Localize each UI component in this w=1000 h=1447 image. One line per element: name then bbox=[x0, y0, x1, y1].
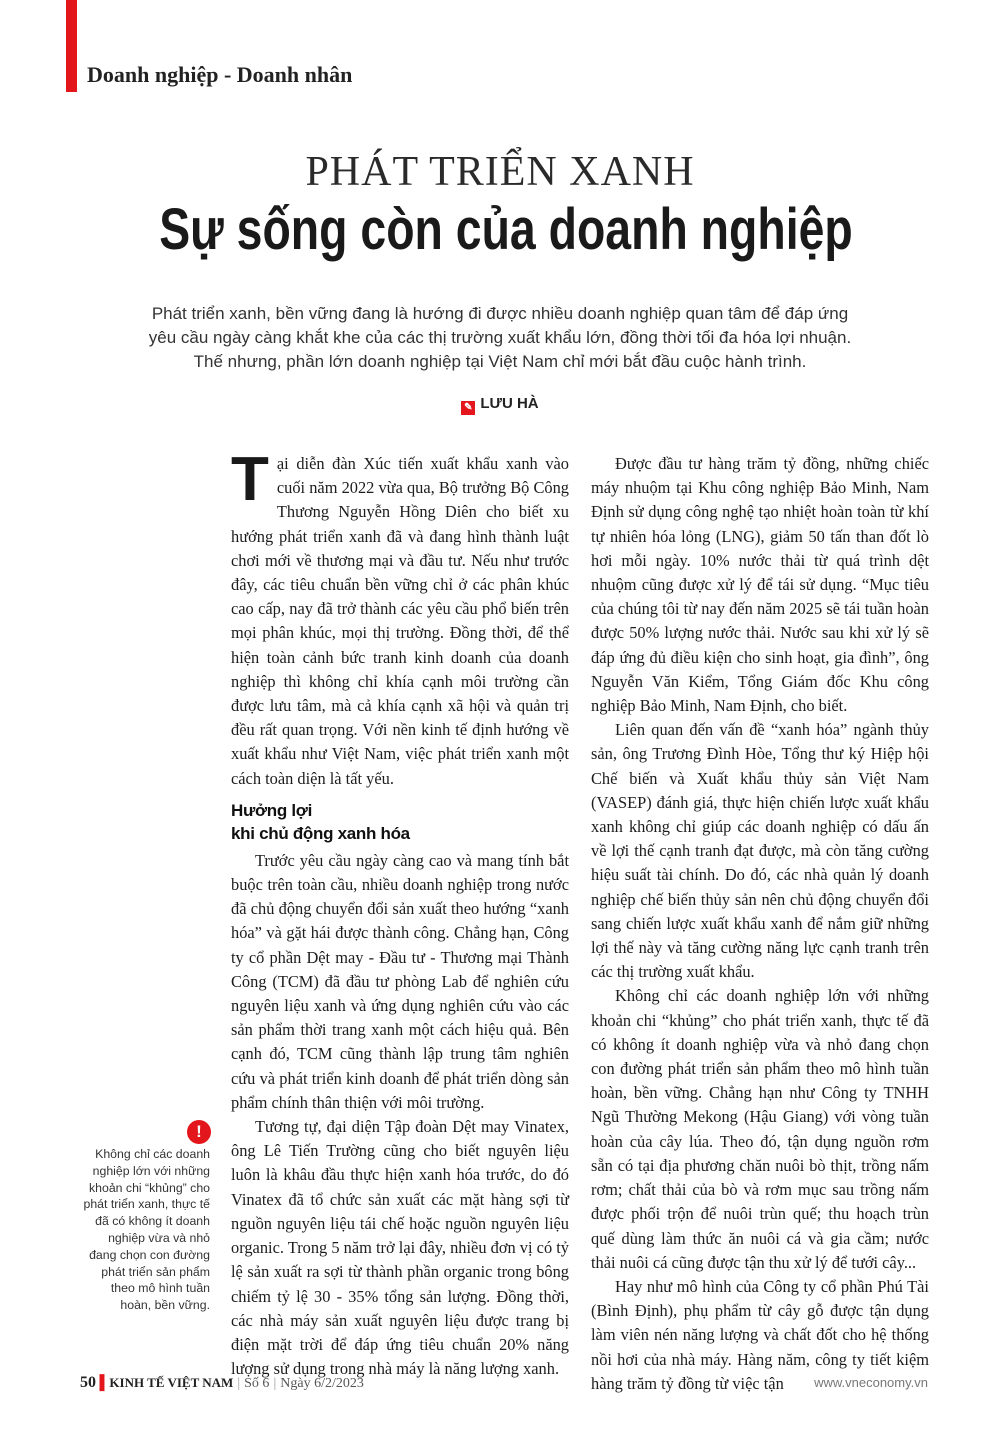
magazine-name: KINH TẾ VIỆT NAM bbox=[109, 1375, 234, 1390]
exclamation-icon: ! bbox=[187, 1120, 211, 1144]
section-label: Doanh nghiệp - Doanh nhân bbox=[87, 62, 353, 87]
website-url: www.vneconomy.vn bbox=[814, 1375, 928, 1390]
paragraph: Trước yêu cầu ngày càng cao và mang tính bắt buộc trên toàn cầu, nhiều doanh nghiệp trong nước đã chủ động chuyển đổi sản xuất theo hướng “xanh hóa” và gặt hái được thành công. Chẳng hạn, Công ty cổ phần Dệt may - Đầu tư - Thương mại Thành Công (TCM) đã đầu tư phòng Lab để nghiên cứu nguyên liệu xanh và ứng dụng nghiên cứu vào các sản phẩm thời trang xanh một cách hiệu quả. Bên cạnh đó, TCM cũng thành lập trung tâm nghiên cứu và phát triển kinh doanh để phát triển dòng sản phẩm chính thân thiện với môi trường. bbox=[231, 850, 569, 1112]
footer-separator: | bbox=[237, 1376, 241, 1391]
paragraph bbox=[231, 445, 569, 791]
drop-cap: T bbox=[231, 445, 269, 514]
paragraph-text: ại diễn đàn Xúc tiến xuất khẩu xanh vào cuối năm 2022 vừa qua, Bộ trưởng Bộ Công Thương Nguyễn Hồng Diên cho biết xu hướng phát triển xanh đã và đang hình thành luật chơi mới về thương mại và đầu tư. Nếu như trước đây, các tiêu chuẩn bền vững chỉ ở các phân khúc cao cấp, nay đã trở thành các yêu cầu phổ biến trên mọi phân khúc, mọi thị trường. Đồng thời, để thể hiện toàn cảnh bức tranh kinh doanh của doanh nghiệp thì không chỉ khía cạnh môi trường cần được lưu tâm, mà cả khía cạnh xã hội và quản trị đều rất quan trọng. Với nền kinh tế định hướng về xuất khẩu như Việt Nam, việc phát triển xanh một cách toàn diện là tất yếu. bbox=[231, 454, 569, 788]
paragraph: Hay như mô hình của Công ty cổ phần Phú Tài (Bình Định), phụ phẩm từ cây gỗ được tận dụng làm viên nén năng lượng và chất đốt cho hệ thống nồi hơi của nhà máy. Hàng năm, công ty tiết kiệm hàng trăm tỷ đồng từ việc tận bbox=[591, 1276, 929, 1393]
article-lead: Phát triển xanh, bền vững đang là hướng đi được nhiều doanh nghiệp quan tâm để đáp ứng yêu cầu ngày càng khắt khe của các thị trường xuất khẩu lớn, đồng thời tối đa hóa lợi nhuận. Thế nhưng, phần lớn doanh nghiệp tại Việt Nam chỉ mới bắt đầu cuộc hành trình. bbox=[148, 304, 852, 371]
article-headline: Sự sống còn của doanh nghiệp bbox=[159, 197, 853, 262]
footer-marker: ▌ bbox=[99, 1376, 110, 1391]
paragraph: Được đầu tư hàng trăm tỷ đồng, những chiếc máy nhuộm tại Khu công nghiệp Bảo Minh, Nam Định sử dụng công nghệ tạo nhiệt hoàn toàn từ khí tự nhiên hóa lỏng (LNG), giảm 50 tấn than đốt lò hơi mỗi ngày. 10% nước thải từ quá trình dệt nhuộm cũng được xử lý để tái sử dụng. “Mục tiêu của chúng tôi từ nay đến năm 2025 sẽ tái tuần hoàn được 50% lượng nước thải. Nước sau khi xử lý sẽ đáp ứng đủ điều kiện cho sinh hoạt, gia đình”, ông Nguyễn Văn Kiểm, Tổng Giám đốc Khu công nghiệp Bảo Minh, Nam Định, cho biết. bbox=[591, 454, 929, 716]
pen-icon: ✎ bbox=[461, 401, 475, 415]
paragraph: Tương tự, đại diện Tập đoàn Dệt may Vinatex, ông Lê Tiến Trường cũng cho biết nguyên liệu luôn là khâu đầu thực hiện xanh hóa trước, do đó Vinatex đã tổ chức sản xuất các mặt hàng sợi từ nguồn nguyên liệu tái chế hoặc nguồn nguyên liệu organic. Trong 5 năm trở lại đây, nhiều đơn vị có tỷ lệ sản xuất ra sợi từ thành phần organic trong bông chiếm tỷ lệ 30 - 35% tổng sản lượng. Đồng thời, các nhà máy sản xuất nguyên liệu được trang bị điện mặt trời để đáp ứng tiêu chuẩn 20% năng lượng sử dụng trong nhà máy là năng lượng xanh. bbox=[231, 1117, 569, 1379]
byline bbox=[0, 395, 1000, 415]
paragraph: Liên quan đến vấn đề “xanh hóa” ngành thủy sản, ông Trương Đình Hòe, Tổng thư ký Hiệp hội Chế biến và Xuất khẩu thủy sản Việt Nam (VASEP) đánh giá, thực hiện chiến lược xuất khẩu xanh không chỉ giúp các doanh nghiệp có dấu ấn về lợi thế cạnh tranh đạt được, mà còn tăng cường hiệu suất tài chính. Do đó, các nhà quản lý doanh nghiệp chế biến thủy sản nên chủ động chuyển đổi sang chiến lược xuất khẩu xanh để nắm giữ những lợi thế này và tăng cường năng lực cạnh tranh trên các thị trường xuất khẩu. bbox=[591, 720, 929, 982]
page-footer bbox=[80, 1374, 364, 1392]
side-note: Không chỉ các doanh nghiệp lớn với những khoản chi “khủng” cho phát triển xanh, thực tế đã có không ít doanh nghiệp vừa và nhỏ đang chọn con đường phát triển sản phẩm theo mô hình tuần hoàn, bền vững. bbox=[83, 1147, 210, 1313]
footer-separator: | bbox=[273, 1376, 277, 1391]
section-marker-bar bbox=[66, 0, 77, 92]
article-column-right bbox=[591, 452, 929, 1396]
issue-date: Ngày 6/2/2023 bbox=[280, 1376, 364, 1391]
article-kicker: PHÁT TRIỂN XANH bbox=[305, 149, 695, 195]
subheading-line: khi chủ động xanh hóa bbox=[231, 823, 410, 843]
subheading-line: Hưởng lợi bbox=[231, 800, 312, 820]
paragraph: Không chỉ các doanh nghiệp lớn với những khoản chi “khủng” cho phát triển xanh, thực tế đã có không ít doanh nghiệp vừa và nhỏ đang chọn con đường phát triển sản phẩm theo mô hình tuần hoàn, bền vững. Chẳng hạn như Công ty TNHH Ngũ Thường Mekong (Hậu Giang) với vòng tuần hoàn của cây lúa. Theo đó, tận dụng nguồn rơm sẵn có tại địa phương chăn nuôi bò thịt, trồng nấm rơm; chất thải của bò và rơm mục sau trồng nấm được phối trộn để nuôi trùn quế; thu hoạch trùn quế dùng làm thức ăn nuôi cá và gia cầm; nước thải nuôi cá cũng được tận thu xử lý để tưới cây... bbox=[591, 986, 929, 1272]
issue-number: Số 6 bbox=[244, 1376, 270, 1391]
page-number: 50 bbox=[80, 1374, 96, 1391]
subheading bbox=[231, 799, 569, 845]
article-column-left bbox=[231, 445, 569, 1381]
author-name: LƯU HÀ bbox=[480, 395, 539, 412]
